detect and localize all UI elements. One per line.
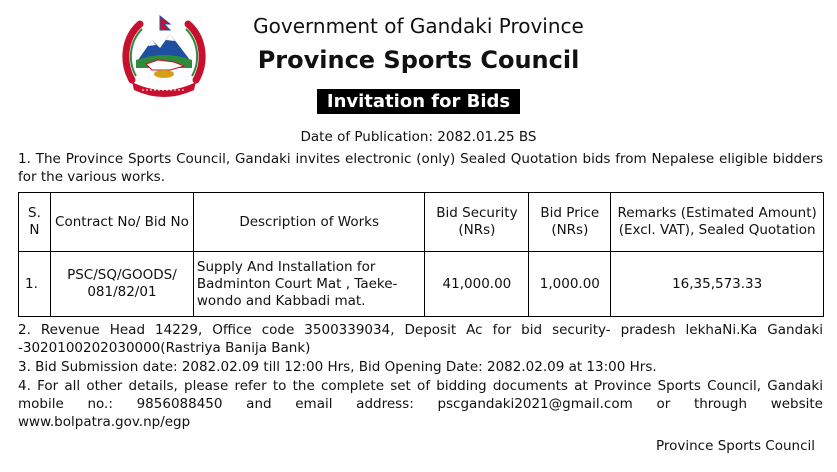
- publication-date: Date of Publication: 2082.01.25 BS: [300, 129, 537, 145]
- cell-price: 1,000.00: [529, 252, 611, 317]
- header-description: Description of Works: [193, 193, 425, 252]
- bid-table: [18, 192, 824, 317]
- dates-paragraph: 3. Bid Submission date: 2082.02.09 till 12:00 Hrs, Bid Opening Date: 2082.02.09 at 13:00 Hrs.: [18, 359, 657, 375]
- revenue-paragraph: 2. Revenue Head 14229, Office code 3500339034, Deposit Ac for bid security- pradesh lekhaNi.Ka Gandaki -3020100202030000(Rastriya Banija Bank): [18, 322, 823, 356]
- header-remarks: Remarks (Estimated Amount) (Excl. VAT), Sealed Quotation: [611, 193, 824, 252]
- government-name: Government of Gandaki Province: [253, 14, 584, 38]
- table-row: [19, 252, 824, 317]
- header-contract: Contract No/ Bid No: [50, 193, 193, 252]
- table-header-row: [19, 193, 824, 252]
- signature: Province Sports Council: [655, 438, 815, 454]
- cell-contract: PSC/SQ/GOODS/ 081/82/01: [50, 252, 193, 317]
- header-price: Bid Price (NRs): [529, 193, 611, 252]
- cell-security: 41,000.00: [425, 252, 529, 317]
- header-sn: S. N: [19, 193, 51, 252]
- header-security: Bid Security (NRs): [425, 193, 529, 252]
- notice-title: Invitation for Bids: [317, 89, 520, 114]
- council-name: Province Sports Council: [257, 46, 580, 74]
- details-paragraph: 4. For all other details, please refer to the complete set of bidding documents at Province Sports Council, Gandaki mobile no.: 9856088450 and email address: pscgandaki2021@gmail.com or through website www.bolpatra.gov.np/egp: [18, 378, 823, 430]
- cell-description: Supply And Installation for Badminton Court Mat , Taeke-wondo and Kabbadi mat.: [193, 252, 425, 317]
- cell-remarks: 16,35,573.33: [611, 252, 824, 317]
- cell-sn: 1.: [19, 252, 51, 317]
- notice-title-wrapper: [0, 89, 837, 114]
- intro-paragraph: 1. The Province Sports Council, Gandaki invites electronic (only) Sealed Quotation bids from Nepalese eligible bidders for the various works.: [18, 151, 823, 185]
